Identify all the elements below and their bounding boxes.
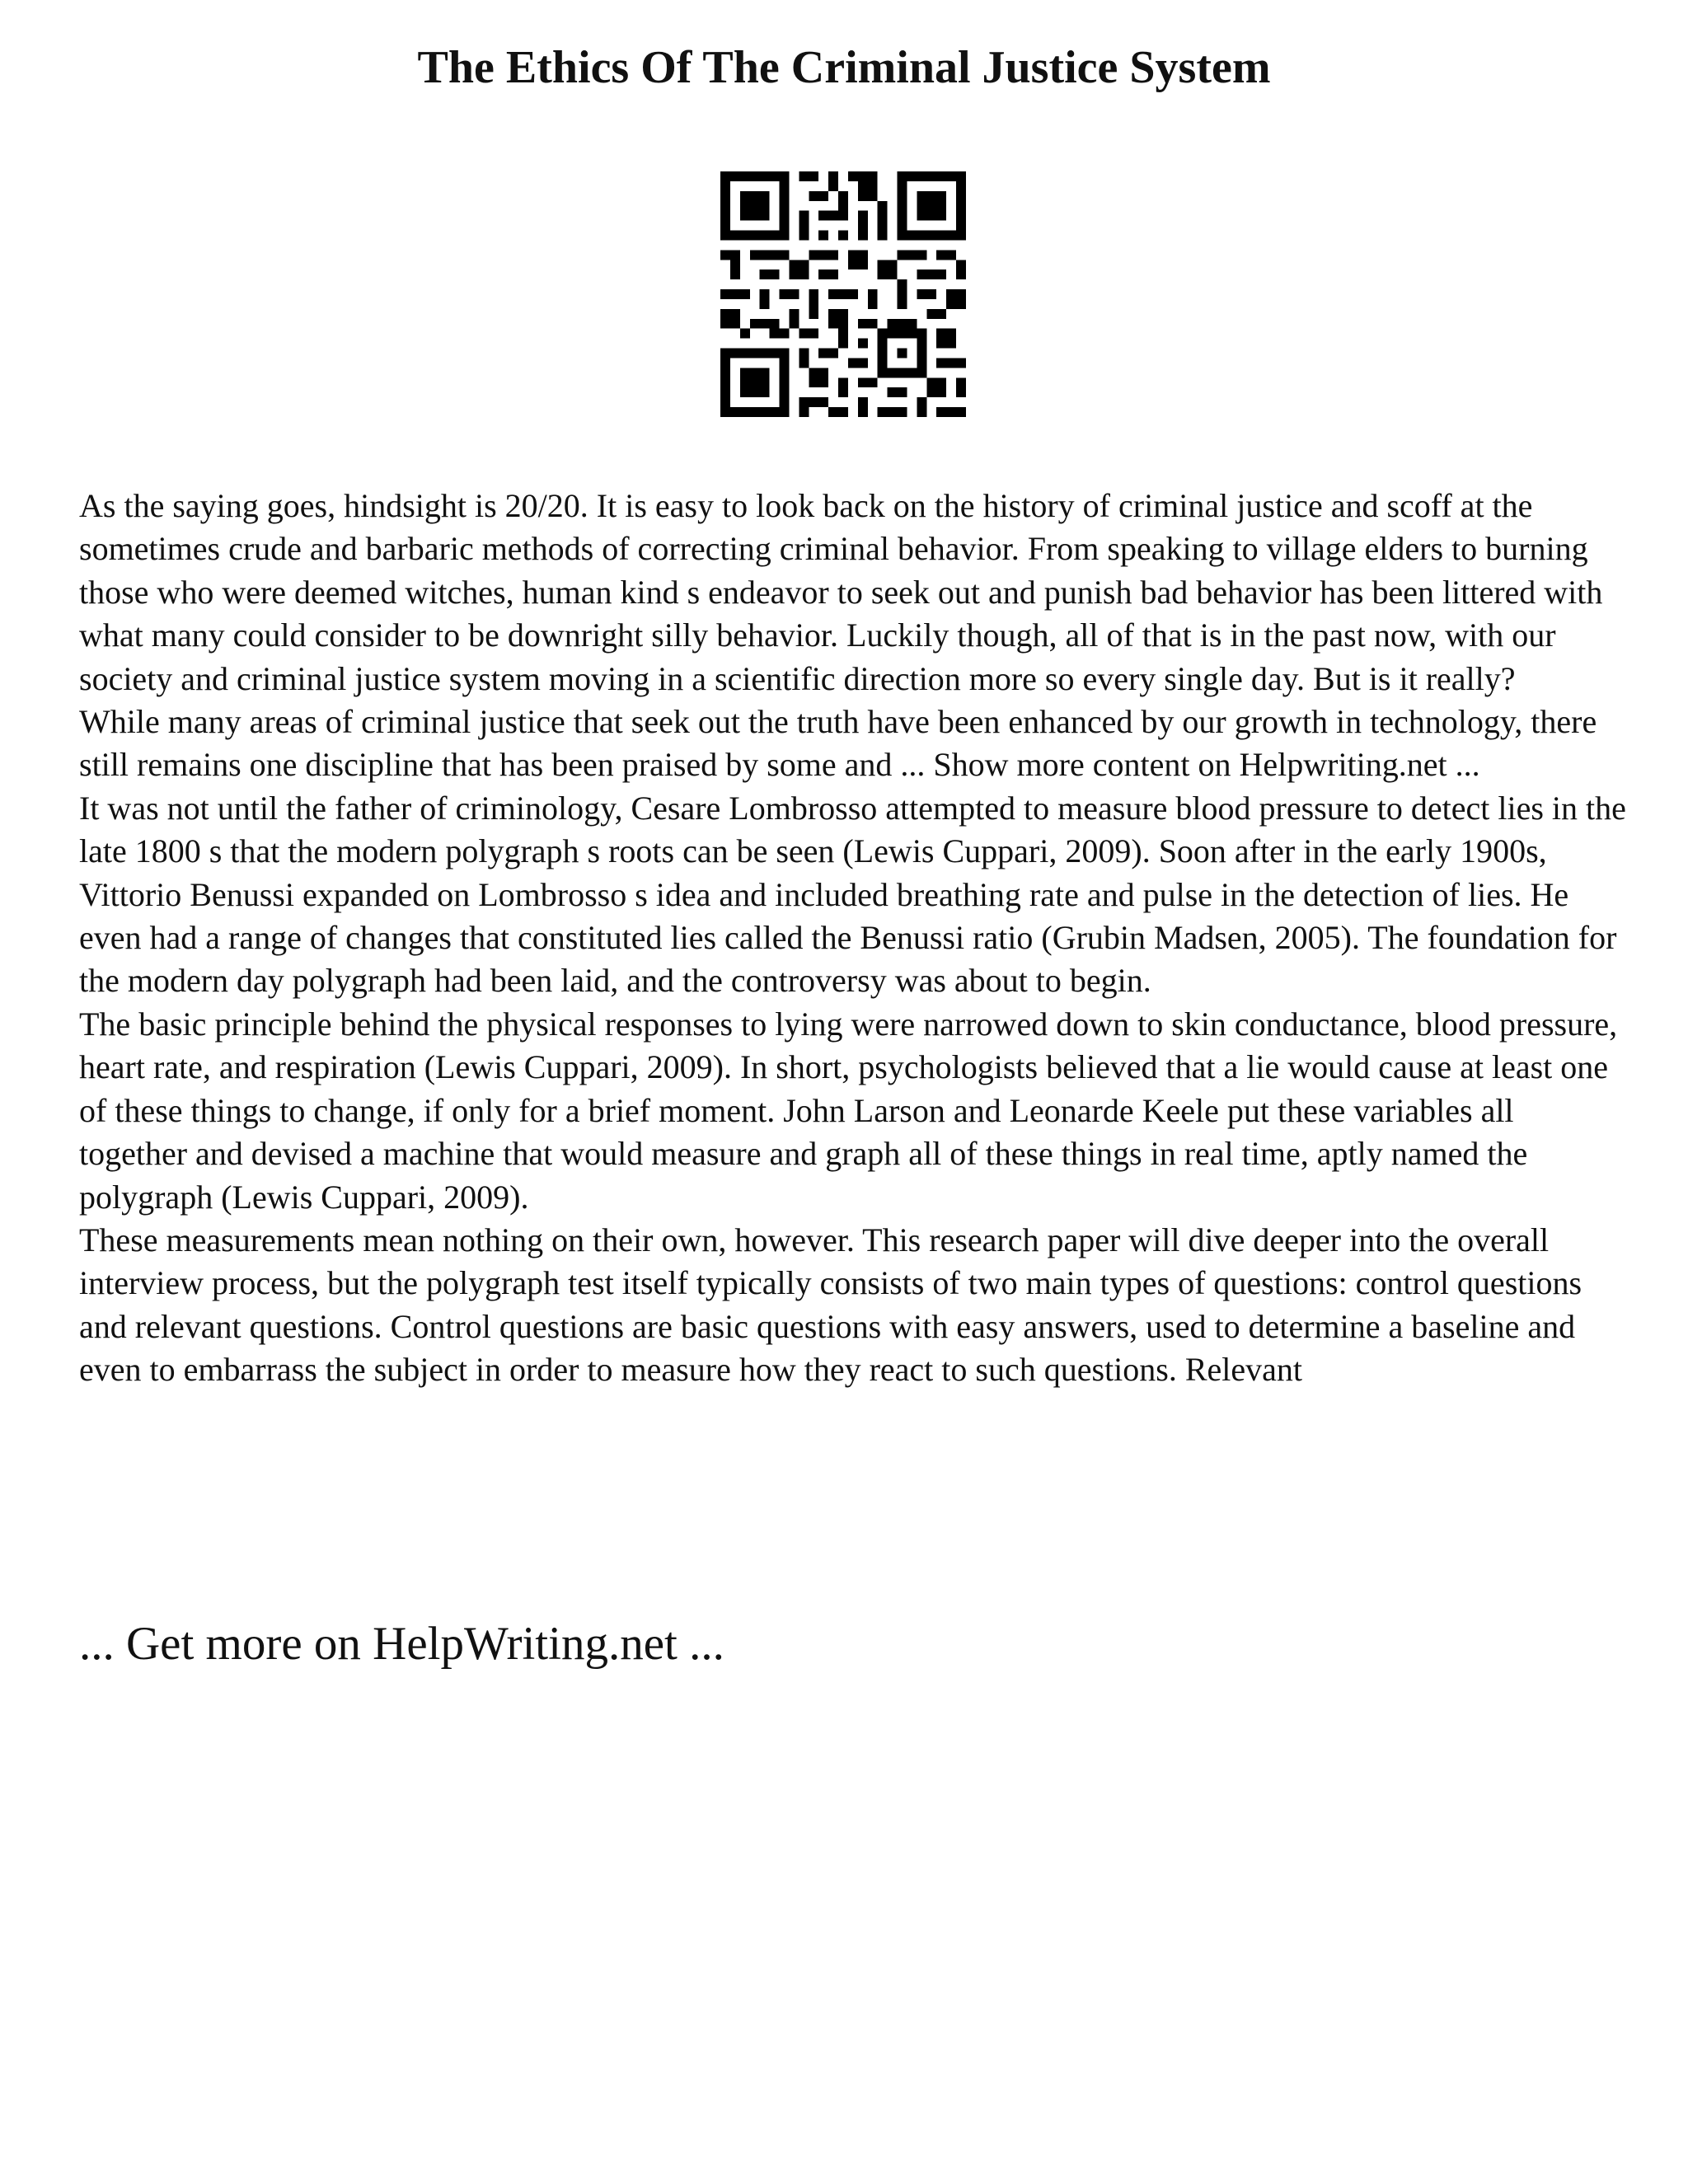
qr-code-graphic (720, 171, 966, 417)
paragraph-4: The basic principle behind the physical responses to lying were narrowed down to skin conductance, blood pressure, heart rate, and respiration (Lewis Cuppari, 2009). In short, psychologists believed that a lie would cause at least one of these things to change, if only for a brief moment. John Larson and Leonarde Keele put these variables all together and devised a machine that would measure and graph all of these things in real time, aptly named the polygraph (Lewis Cuppari, 2009). (79, 1005, 1618, 1216)
paragraph-2: While many areas of criminal justice that seek out the truth have been enhanced by our growth in technology, there still remains one discipline that has been praised by some and ... Show more content on Helpwriting.net ... (79, 703, 1597, 784)
get-more-link[interactable]: ... Get more on HelpWriting.net ... (79, 1618, 724, 1670)
qr-code-icon[interactable] (720, 171, 966, 417)
paragraph-5: These measurements mean nothing on their own, however. This research paper will dive deeper into the overall interview process, but the polygraph test itself typically consists of two main types of questions: control questions and relevant questions. Control questions are basic questions with easy answers, used to determine a baseline and even to embarrass the subject in order to measure how they react to such questions. Relevant (79, 1221, 1582, 1389)
article-body (79, 485, 1629, 1392)
paragraph-3: It was not until the father of criminology, Cesare Lombrosso attempted to measure blood pressure to detect lies in the late 1800 s that the modern polygraph s roots can be seen (Lewis Cuppari, 2009). Soon after in the early 1900s, Vittorio Benussi expanded on Lombrosso s idea and included breathing rate and pulse in the detection of lies. He even had a range of changes that constituted lies called the Benussi ratio (Grubin Madsen, 2005). The foundation for the modern day polygraph had been laid, and the controversy was about to begin. (79, 789, 1626, 1000)
document-title: The Ethics Of The Criminal Justice System (417, 42, 1271, 93)
paragraph-1: As the saying goes, hindsight is 20/20. It is easy to look back on the history of criminal justice and scoff at the sometimes crude and barbaric methods of correcting criminal behavior. From speaking to village elders to burning those who were deemed witches, human kind s endeavor to seek out and punish bad behavior has been littered with what many could consider to be downright silly behavior. Luckily though, all of that is in the past now, with our society and criminal justice system moving in a scientific direction more so every single day. But is it really? (79, 487, 1603, 697)
